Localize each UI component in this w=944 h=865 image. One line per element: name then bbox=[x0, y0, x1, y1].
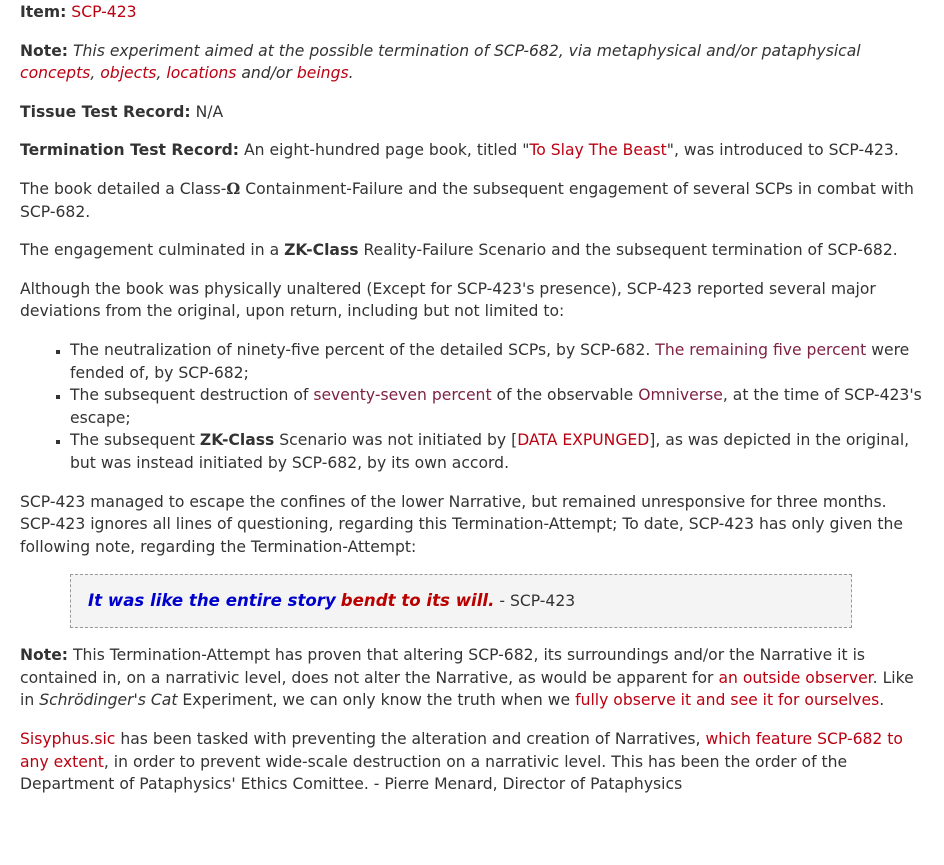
note-conclusion-text-mid: . Like in bbox=[20, 668, 914, 710]
link-omniverse[interactable]: Omniverse bbox=[638, 386, 723, 405]
list-item bbox=[70, 429, 922, 474]
paragraph-engagement bbox=[20, 239, 922, 262]
and-or-text: and/or bbox=[241, 64, 292, 83]
link-book-title[interactable]: To Slay The Beast bbox=[529, 141, 667, 160]
paragraph-sisyphus bbox=[20, 728, 922, 796]
comma: , bbox=[156, 64, 162, 83]
termination-label: Termination Test Record: bbox=[20, 141, 240, 160]
paragraph-escape bbox=[20, 491, 922, 559]
list-item bbox=[70, 384, 922, 429]
bullet-text: The subsequent bbox=[70, 431, 200, 450]
quote-attribution: - SCP-423 bbox=[494, 592, 576, 611]
bullet-text-end: ], as was depicted in the original, but was instead initiated by SCP-682, by its own accord. bbox=[70, 431, 910, 472]
link-objects[interactable]: objects bbox=[100, 64, 157, 83]
bullet-text-mid: of the observable bbox=[491, 386, 639, 405]
note-conclusion-text-mid2: Experiment, we can only know the truth when we bbox=[177, 691, 576, 710]
sisyphus-text-end: , in order to prevent wide-scale destruction on a narrativic level. This has been the order of the Department of Pataphysics' Ethics Comittee. - Pierre Menard, Director of Pataphysics bbox=[20, 752, 848, 794]
schrodingers-cat-italic: Schrödinger's Cat bbox=[39, 691, 178, 710]
book-text-end: Containment-Failure and the subsequent engagement of several SCPs in combat with SCP-682. bbox=[20, 179, 914, 221]
bullet-text: The subsequent destruction of bbox=[70, 386, 314, 405]
tissue-line bbox=[20, 101, 922, 124]
note-label: Note: bbox=[20, 41, 69, 60]
deviations-list bbox=[20, 339, 922, 475]
link-remaining-five-percent[interactable]: The remaining five percent bbox=[655, 340, 867, 359]
termination-text-end: ", was introduced to SCP-423. bbox=[666, 141, 899, 160]
bullet-text: The neutralization of ninety-five percent of the detailed SCPs, by SCP-682. bbox=[70, 340, 656, 359]
link-data-expunged[interactable]: DATA EXPUNGED bbox=[517, 431, 650, 450]
termination-line bbox=[20, 139, 922, 162]
tissue-label: Tissue Test Record: bbox=[20, 102, 191, 121]
engagement-text-end: Reality-Failure Scenario and the subsequent termination of SCP-682. bbox=[358, 241, 898, 260]
item-label: Item: bbox=[20, 3, 67, 21]
zk-class-bold: ZK-Class bbox=[199, 431, 275, 450]
link-sisyphus[interactable]: Sisyphus.sic bbox=[20, 730, 116, 749]
zk-class-bold: ZK-Class bbox=[284, 241, 359, 260]
period: . bbox=[348, 64, 354, 83]
paragraph-although bbox=[20, 278, 922, 323]
engagement-text: The engagement culminated in a bbox=[20, 241, 285, 260]
link-beings[interactable]: beings bbox=[296, 64, 349, 83]
bullet-text-end: , at the time of SCP-423's escape; bbox=[70, 386, 922, 427]
list-item bbox=[70, 339, 922, 384]
link-locations[interactable]: locations bbox=[166, 64, 237, 83]
link-fully-observe[interactable]: fully observe it and see it for ourselves bbox=[575, 691, 880, 710]
book-text: The book detailed a Class- bbox=[20, 179, 227, 198]
termination-text: An eight-hundred page book, titled " bbox=[244, 141, 530, 160]
note-conclusion bbox=[20, 644, 922, 712]
note-text: This experiment aimed at the possible termination of SCP-682, via metaphysical and/or pataphysical bbox=[73, 41, 861, 60]
quote-red-text: bendt to its will. bbox=[340, 591, 495, 611]
escape-text: SCP-423 managed to escape the confines of the lower Narrative, but remained unresponsive for three months. SCP-423 ignores all lines of questioning, regarding this Termination-Attempt; To date, SCP-423 has only given the following note, regarding the Termination-Attempt: bbox=[20, 492, 903, 556]
note-label: Note: bbox=[20, 646, 69, 665]
comma: , bbox=[90, 64, 96, 83]
quote-blue-text: It was like the entire story bbox=[88, 591, 336, 611]
item-line bbox=[20, 0, 922, 24]
omega-symbol: Ω bbox=[226, 178, 241, 198]
bullet-text-end: were fended of, by SCP-682; bbox=[70, 340, 910, 382]
quote-block bbox=[70, 574, 852, 628]
note-conclusion-text: This Termination-Attempt has proven that altering SCP-682, its surroundings and/or the Narrative it is contained in, on a narrativic level, does not alter the Narrative, as would be apparent for bbox=[20, 646, 866, 687]
sisyphus-text: has been tasked with preventing the alteration and creation of Narratives, bbox=[115, 730, 706, 749]
link-concepts[interactable]: concepts bbox=[20, 64, 91, 83]
period: . bbox=[879, 691, 885, 710]
link-seventy-seven-percent[interactable]: seventy-seven percent bbox=[313, 386, 492, 405]
bullet-text-mid: Scenario was not initiated by [ bbox=[274, 431, 518, 450]
tissue-value: N/A bbox=[195, 102, 224, 121]
although-text: Although the book was physically unaltered (Except for SCP-423's presence), SCP-423 reported several major deviations from the original, upon return, including but not limited to: bbox=[20, 279, 876, 321]
link-outside-observer[interactable]: an outside observer bbox=[718, 668, 873, 687]
link-which-feature[interactable]: which feature SCP-682 to any extent bbox=[20, 730, 903, 771]
item-link[interactable]: SCP-423 bbox=[71, 3, 137, 21]
note-intro bbox=[20, 40, 922, 85]
paragraph-book bbox=[20, 178, 922, 223]
